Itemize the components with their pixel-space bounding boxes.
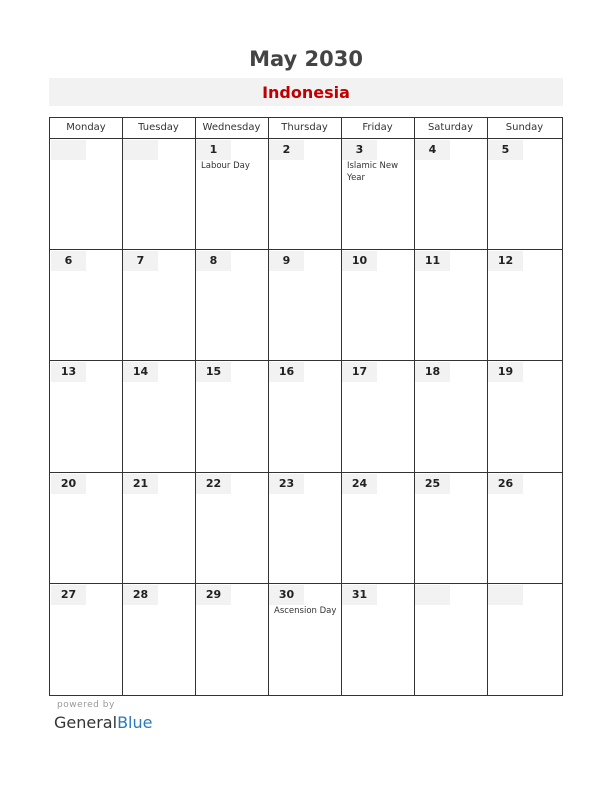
generalblue-logo[interactable] <box>54 713 152 732</box>
day-number-box <box>123 140 158 160</box>
day-number: 4 <box>428 143 437 156</box>
day-number: 28 <box>132 587 149 601</box>
day-cell[interactable] <box>269 473 341 584</box>
day-number: 21 <box>132 476 149 490</box>
day-cell[interactable] <box>196 361 268 472</box>
day-number-box <box>415 140 450 160</box>
grid-divider-horizontal <box>50 249 562 250</box>
day-number-box <box>196 585 231 605</box>
country-banner <box>49 78 563 106</box>
day-number: 9 <box>282 254 291 268</box>
day-cell[interactable] <box>342 473 414 584</box>
day-number: 2 <box>282 143 291 156</box>
day-cell[interactable] <box>342 250 414 361</box>
day-number-box <box>51 362 86 382</box>
day-cell[interactable] <box>342 584 414 695</box>
day-number-box <box>488 251 523 271</box>
weekday-friday: Friday <box>362 122 393 133</box>
day-number-box <box>488 474 523 494</box>
grid-divider-vertical <box>122 118 123 695</box>
day-number-box <box>269 140 304 160</box>
country-name: Indonesia <box>262 83 350 102</box>
weekday-saturday: Saturday <box>427 122 474 133</box>
holiday-label: Labour Day <box>201 161 250 171</box>
day-number-box <box>342 140 377 160</box>
day-number-box <box>269 585 304 605</box>
day-number: 13 <box>60 365 77 379</box>
day-number: 17 <box>351 365 368 379</box>
day-cell[interactable] <box>196 250 268 361</box>
weekday-wednesday: Wednesday <box>202 122 261 133</box>
day-number: 15 <box>205 365 222 379</box>
day-number-box <box>123 362 158 382</box>
day-number-box <box>123 474 158 494</box>
day-number: 26 <box>497 476 514 490</box>
day-cell[interactable] <box>415 473 487 584</box>
day-number-box <box>196 140 231 160</box>
day-number: 1 <box>209 143 218 156</box>
holiday-label: Islamic New Year <box>347 161 399 183</box>
day-cell[interactable] <box>269 139 341 250</box>
day-number-box <box>51 585 86 605</box>
day-number-box <box>488 140 523 160</box>
day-cell[interactable] <box>269 361 341 472</box>
day-number-box <box>415 474 450 494</box>
day-number: 11 <box>424 254 441 268</box>
weekday-header-row <box>50 118 562 139</box>
grid-divider-vertical <box>195 118 196 695</box>
day-number: 29 <box>205 587 222 601</box>
page-title: May 2030 <box>249 47 363 71</box>
day-number: 19 <box>497 365 514 379</box>
day-number-box <box>488 585 523 605</box>
day-number: 30 <box>278 587 295 601</box>
day-number-box <box>415 251 450 271</box>
day-number-box <box>123 251 158 271</box>
day-number: 31 <box>351 587 368 601</box>
powered-by-label: powered by <box>57 700 115 710</box>
day-number-box <box>196 474 231 494</box>
day-number-box <box>196 362 231 382</box>
day-number: 14 <box>132 365 149 379</box>
grid-divider-horizontal <box>50 583 562 584</box>
day-number-box <box>488 362 523 382</box>
day-number: 3 <box>355 143 364 156</box>
day-number: 24 <box>351 476 368 490</box>
day-number: 10 <box>351 254 368 268</box>
day-cell[interactable] <box>488 361 562 472</box>
day-cell[interactable] <box>488 584 562 695</box>
day-cell[interactable] <box>415 584 487 695</box>
day-number: 25 <box>424 476 441 490</box>
day-cell[interactable] <box>51 361 122 472</box>
day-cell[interactable] <box>196 473 268 584</box>
day-number: 23 <box>278 476 295 490</box>
day-cell[interactable] <box>196 139 268 250</box>
brand-general-text: General <box>54 713 118 732</box>
day-cell[interactable] <box>51 139 122 250</box>
day-number-box <box>415 585 450 605</box>
day-cell[interactable] <box>269 250 341 361</box>
day-number: 27 <box>60 587 77 601</box>
day-number: 18 <box>424 365 441 379</box>
day-number-box <box>269 251 304 271</box>
grid-divider-vertical <box>341 118 342 695</box>
day-number-box <box>123 585 158 605</box>
day-cell[interactable] <box>415 139 487 250</box>
day-cell[interactable] <box>51 473 122 584</box>
holiday-label: Ascension Day <box>274 605 337 616</box>
day-number-box <box>342 362 377 382</box>
calendar-grid <box>49 117 563 696</box>
day-cell[interactable] <box>123 139 195 250</box>
day-number: 7 <box>136 254 145 268</box>
day-number: 5 <box>501 143 510 156</box>
day-number-box <box>342 251 377 271</box>
day-cell[interactable] <box>51 250 122 361</box>
weekday-monday: Monday <box>66 122 106 133</box>
day-cell[interactable] <box>123 361 195 472</box>
day-cell[interactable] <box>342 139 414 250</box>
day-cell[interactable] <box>415 361 487 472</box>
grid-divider-vertical <box>414 118 415 695</box>
day-number-box <box>196 251 231 271</box>
day-cell[interactable] <box>123 250 195 361</box>
day-number: 8 <box>209 254 218 268</box>
day-cell[interactable] <box>342 361 414 472</box>
day-number-box <box>342 585 377 605</box>
day-cell[interactable] <box>51 584 122 695</box>
weekday-sunday: Sunday <box>505 122 544 133</box>
weekday-tuesday: Tuesday <box>138 122 179 133</box>
day-cell[interactable] <box>196 584 268 695</box>
brand-blue-text: Blue <box>117 713 153 732</box>
day-number: 12 <box>497 254 514 268</box>
day-number-box <box>51 251 86 271</box>
grid-divider-vertical <box>268 118 269 695</box>
day-number-box <box>415 362 450 382</box>
day-number-box <box>269 474 304 494</box>
day-number-box <box>51 140 86 160</box>
grid-divider-horizontal <box>50 472 562 473</box>
day-cell[interactable] <box>123 584 195 695</box>
day-number-box <box>342 474 377 494</box>
day-number: 6 <box>64 254 73 268</box>
weekday-thursday: Thursday <box>281 122 328 133</box>
day-number-box <box>269 362 304 382</box>
day-cell[interactable] <box>415 250 487 361</box>
grid-divider-horizontal <box>50 360 562 361</box>
day-cell[interactable] <box>269 584 341 695</box>
grid-divider-vertical <box>487 118 488 695</box>
day-number-box <box>51 474 86 494</box>
day-cell[interactable] <box>488 139 562 250</box>
day-number: 22 <box>205 476 222 490</box>
day-number: 20 <box>60 476 77 490</box>
day-cell[interactable] <box>488 250 562 361</box>
day-cell[interactable] <box>488 473 562 584</box>
day-cell[interactable] <box>123 473 195 584</box>
day-number: 16 <box>278 365 295 379</box>
